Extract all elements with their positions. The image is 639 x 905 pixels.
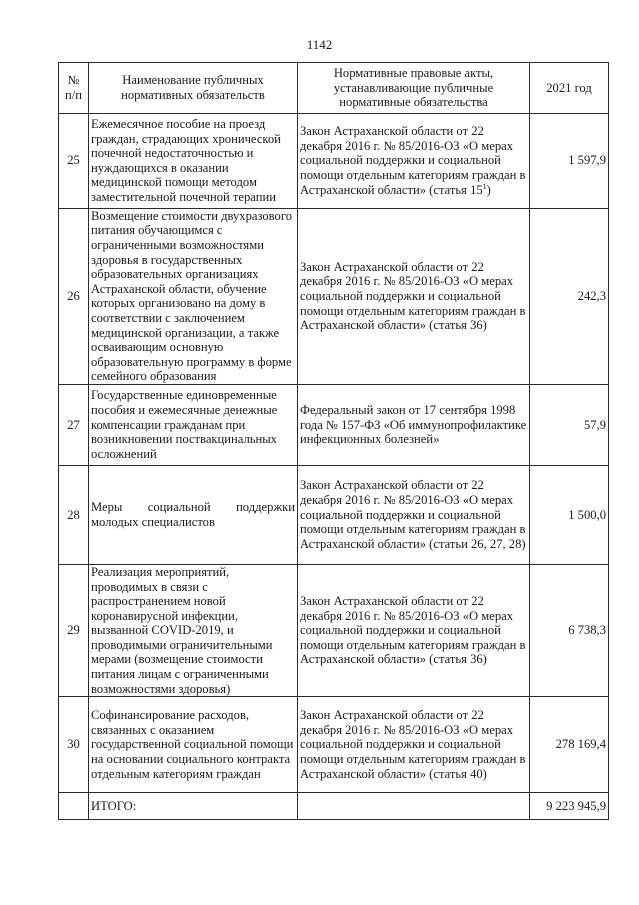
table-row xyxy=(59,113,609,208)
row-num: 26 xyxy=(59,208,89,384)
row-amount: 278 169,4 xyxy=(530,697,609,793)
row-amount: 242,3 xyxy=(530,208,609,384)
obligations-table xyxy=(58,62,609,820)
row-amount: 57,9 xyxy=(530,384,609,465)
law-superscript: 1 xyxy=(482,181,487,191)
row-law: Закон Астраханской области от 22 декабря 2016 г. № 85/2016-ОЗ «О мерах социальной поддержки и социальной помощи отдельным категориям граждан в Астраханской области» (статья 40) xyxy=(298,697,530,793)
table-row xyxy=(59,465,609,564)
header-num: № п/п xyxy=(59,63,89,114)
row-name-text: Меры социальной поддержки молодых специалистов xyxy=(91,500,295,529)
row-name: Государственные единовременные пособия и ежемесячные денежные компенсации гражданам при возникновении поствакцинальных осложнений xyxy=(89,384,298,465)
total-num-cell xyxy=(59,793,89,820)
row-num: 28 xyxy=(59,465,89,564)
row-law xyxy=(298,113,530,208)
law-text: Закон Астраханской области от 22 декабря 2016 г. № 85/2016-ОЗ «О мерах социальной поддержки и социальной помощи отдельным категориям граждан в Астраханской области» (статья 15 xyxy=(300,124,526,197)
total-amount: 9 223 945,9 xyxy=(530,793,609,820)
row-name: Софинансирование расходов, связанных с оказанием государственной социальной помощи на основании социального контракта отдельным категориям граждан xyxy=(89,697,298,793)
row-num: 27 xyxy=(59,384,89,465)
row-law: Закон Астраханской области от 22 декабря 2016 г. № 85/2016-ОЗ «О мерах социальной поддержки и социальной помощи отдельным категориям граждан в Астраханской области» (статья 36) xyxy=(298,564,530,696)
table-row xyxy=(59,384,609,465)
row-law: Федеральный закон от 17 сентября 1998 года № 157-ФЗ «Об иммунопрофилактике инфекционных болезней» xyxy=(298,384,530,465)
row-num: 30 xyxy=(59,697,89,793)
table-row xyxy=(59,697,609,793)
row-num: 29 xyxy=(59,564,89,696)
header-name: Наименование публичных нормативных обязательств xyxy=(89,63,298,114)
row-name xyxy=(89,465,298,564)
row-amount: 1 500,0 xyxy=(530,465,609,564)
row-amount: 6 738,3 xyxy=(530,564,609,696)
total-law-cell xyxy=(298,793,530,820)
row-num: 25 xyxy=(59,113,89,208)
row-name: Ежемесячное пособие на проезд граждан, страдающих хронической почечной недостаточностью и нуждающихся в оказании медицинской помощи методом заместительной почечной терапии xyxy=(89,113,298,208)
row-name: Возмещение стоимости двухразового питания обучающимся с ограниченными возможностями здоровья в государственных образовательных организациях Астраханской области, обучение которых организовано на дому в соответствии с заключением медицинской организации, а также осваивающим основную образовательную программу в форме семейного образования xyxy=(89,208,298,384)
table-row xyxy=(59,208,609,384)
row-law: Закон Астраханской области от 22 декабря 2016 г. № 85/2016-ОЗ «О мерах социальной поддержки и социальной помощи отдельным категориям граждан в Астраханской области» (статьи 26, 27, 28) xyxy=(298,465,530,564)
law-tail: ) xyxy=(486,182,491,197)
header-amount: 2021 год xyxy=(530,63,609,114)
row-amount: 1 597,9 xyxy=(530,113,609,208)
total-row xyxy=(59,793,609,820)
page-number: 1142 xyxy=(306,37,333,52)
table-header-row xyxy=(59,63,609,114)
row-name: Реализация мероприятий, проводимых в связи с распространением новой коронавирусной инфекции, вызванной COVID-2019, и проводимыми ограничительными мерами (возмещение стоимости питания лицам с ограниченными возможностями здоровья) xyxy=(89,564,298,696)
row-law: Закон Астраханской области от 22 декабря 2016 г. № 85/2016-ОЗ «О мерах социальной поддержки и социальной помощи отдельным категориям граждан в Астраханской области» (статья 36) xyxy=(298,208,530,384)
header-law: Нормативные правовые акты, устанавливающие публичные нормативные обязательства xyxy=(298,63,530,114)
total-label: ИТОГО: xyxy=(89,793,298,820)
table-row xyxy=(59,564,609,696)
